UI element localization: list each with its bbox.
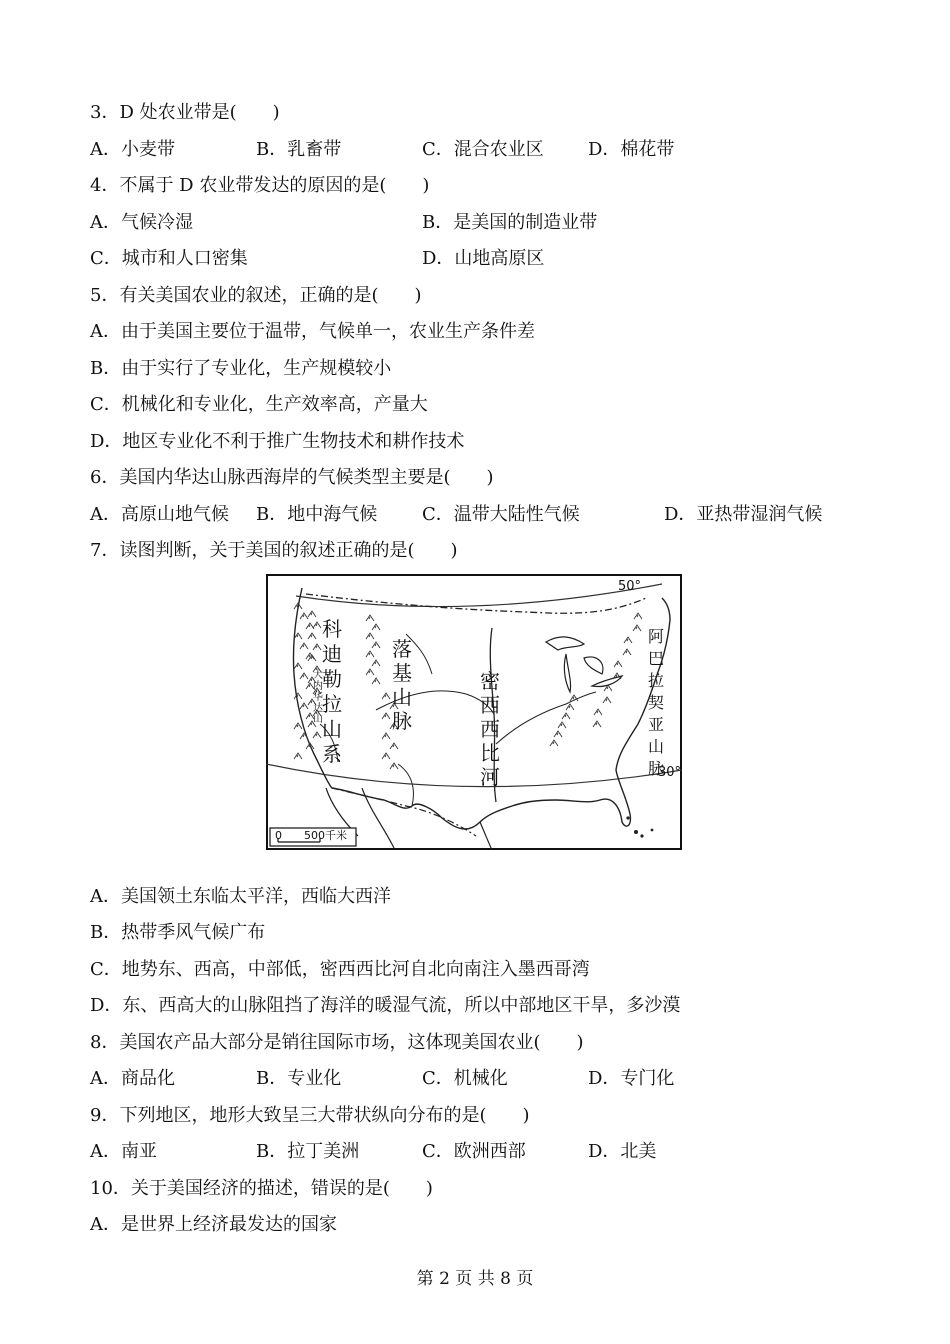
q6-option-a: A．高原山地气候 (90, 504, 229, 525)
q5-stem: 5．有关美国农业的叙述，正确的是( ) (90, 285, 422, 306)
scale-zero: 0 (275, 829, 282, 842)
island-dot (640, 834, 643, 837)
mississippi-char: 西 (480, 693, 500, 717)
q5-option-b: B．由于实行了专业化，生产规模较小 (90, 358, 392, 379)
q9-option-a: A．南亚 (90, 1141, 157, 1162)
mississippi-char: 密 (480, 669, 500, 693)
usa-map-figure (266, 574, 682, 850)
q8-option-d: D．专门化 (588, 1068, 675, 1089)
cordillera-label (322, 617, 342, 766)
cordillera-char: 拉 (322, 692, 342, 716)
q3-stem: 3．D 处农业带是( ) (90, 102, 280, 123)
q4-option-d: D．山地高原区 (422, 248, 545, 269)
q7-option-c: C．地势东、西高，中部低，密西西比河自北向南注入墨西哥湾 (90, 959, 590, 980)
q3-option-d: D．棉花带 (588, 139, 675, 160)
island-dot (634, 830, 638, 834)
q3-option-a: A．小麦带 (90, 139, 175, 160)
nevada_small-char: 华 (313, 692, 323, 703)
q4-option-a: A．气候冷湿 (90, 212, 193, 233)
island-dot (626, 816, 629, 819)
q4-stem: 4．不属于 D 农业带发达的原因的是( ) (90, 175, 430, 196)
nevada_small-char: 山 (313, 714, 323, 725)
q4-option-b: B．是美国的制造业带 (422, 212, 598, 233)
cordillera-char: 系 (322, 742, 342, 766)
q6-stem: 6．美国内华达山脉西海岸的气候类型主要是( ) (90, 467, 494, 488)
page-footer: 第 2 页 共 8 页 (416, 1269, 534, 1289)
appalachian-char: 脉 (647, 759, 665, 778)
nevada_small-char: 内 (313, 681, 323, 692)
cordillera-char: 迪 (322, 642, 342, 666)
appalachian-char: 巴 (647, 649, 665, 668)
q8-stem: 8．美国农产品大部分是销往国际市场，这体现美国农业( ) (90, 1032, 584, 1053)
appalachian-char: 亚 (647, 715, 665, 734)
q6-option-c: C．温带大陆性气候 (422, 504, 580, 525)
q9-option-b: B．拉丁美洲 (256, 1141, 360, 1162)
usa-map (266, 574, 682, 850)
q8-option-b: B．专业化 (256, 1068, 342, 1089)
nevada_small-char: 大 (313, 670, 323, 681)
rockies-label (392, 637, 412, 733)
nevada-label (313, 668, 323, 725)
q3-option-b: B．乳畜带 (256, 139, 342, 160)
q5-option-c: C．机械化和专业化，生产效率高，产量大 (90, 394, 428, 415)
q5-option-a: A．由于美国主要位于温带，气候单一，农业生产条件差 (90, 321, 535, 342)
q6-option-b: B．地中海气候 (256, 504, 378, 525)
mississippi-char: 河 (480, 765, 500, 789)
q5-option-d: D．地区专业化不利于推广生物技术和耕作技术 (90, 431, 465, 452)
q8-option-c: C．机械化 (422, 1068, 508, 1089)
q7-option-a: A．美国领土东临太平洋，西临大西洋 (90, 886, 391, 907)
cordillera-char: 勒 (322, 667, 342, 691)
cordillera-char: 科 (322, 617, 342, 641)
appalachian-char: 山 (647, 737, 665, 756)
q8-option-a: A．商品化 (90, 1068, 175, 1089)
latitude-30-label: 30° (658, 765, 682, 780)
latitude-50-label: 50° (618, 579, 642, 594)
q9-option-c: C．欧洲西部 (422, 1141, 526, 1162)
rockies-char: 山 (392, 685, 412, 709)
cordillera-char: 山 (322, 717, 342, 741)
rockies-char: 基 (392, 661, 412, 685)
mississippi-char: 比 (480, 741, 500, 765)
scale-label: 500千米 (304, 829, 347, 842)
appalachian-label (648, 627, 664, 778)
q9-stem: 9．下列地区，地形大致呈三大带状纵向分布的是( ) (90, 1105, 530, 1126)
nevada_small-char: 达 (313, 703, 323, 714)
q7-option-b: B．热带季风气候广布 (90, 922, 266, 943)
island-dot (651, 829, 654, 832)
mississippi-label (480, 669, 500, 789)
q4-option-c: C．城市和人口密集 (90, 248, 248, 269)
q3-option-c: C．混合农业区 (422, 139, 544, 160)
appalachian-char: 拉 (647, 671, 665, 690)
q9-option-d: D．北美 (588, 1141, 657, 1162)
rockies-char: 落 (392, 637, 412, 661)
q10-stem: 10．关于美国经济的描述，错误的是( ) (90, 1178, 433, 1199)
mississippi-char: 西 (480, 717, 500, 741)
q7-stem: 7．读图判断，关于美国的叙述正确的是( ) (90, 540, 458, 561)
q6-option-d: D．亚热带湿润气候 (664, 504, 823, 525)
q7-option-d: D．东、西高大的山脉阻挡了海洋的暖湿气流，所以中部地区干旱，多沙漠 (90, 995, 681, 1016)
appalachian-char: 契 (647, 693, 665, 712)
appalachian-char: 阿 (647, 627, 665, 646)
q10-option-a: A．是世界上经济最发达的国家 (90, 1214, 337, 1235)
rockies-char: 脉 (392, 709, 412, 733)
